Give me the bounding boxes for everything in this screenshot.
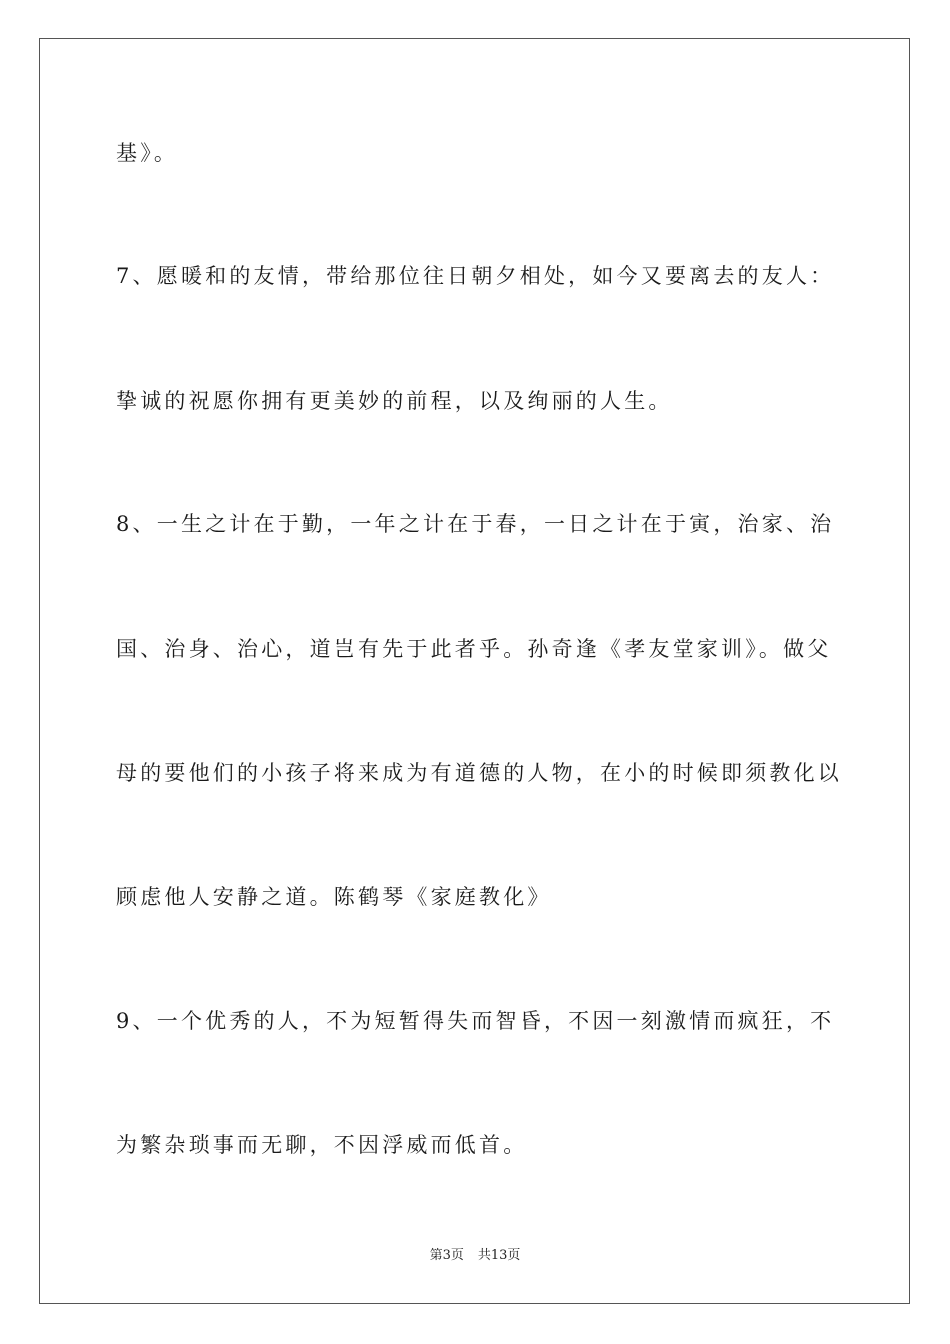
- page-footer: [0, 1247, 950, 1265]
- text-line: 挚诚的祝愿你拥有更美妙的前程，以及绚丽的人生。: [116, 389, 673, 413]
- text-line: 9、一个优秀的人，不为短暂得失而智昏，不因一刻激情而疯狂，不: [116, 1009, 835, 1033]
- text-line: 7、愿暖和的友情，带给那位往日朝夕相处，如今又要离去的友人：: [116, 264, 835, 288]
- text-line: 为繁杂琐事而无聊，不因浮威而低首。: [116, 1133, 528, 1157]
- page-border: [39, 38, 910, 1304]
- text-line: 母的要他们的小孩子将来成为有道德的人物，在小的时候即须教化以: [116, 761, 842, 785]
- text-line: 国、治身、治心，道岂有先于此者乎。孙奇逢《孝友堂家训》。做父: [116, 637, 832, 661]
- text-line: 8、一生之计在于勤，一年之计在于春，一日之计在于寅，治家、治: [116, 512, 835, 536]
- page-total: 共13页: [477, 1248, 521, 1263]
- page-number: 第3页: [429, 1248, 464, 1263]
- text-line: 基》。: [116, 141, 179, 165]
- text-line: 顾虑他人安静之道。陈鹤琴《家庭教化》: [116, 885, 552, 909]
